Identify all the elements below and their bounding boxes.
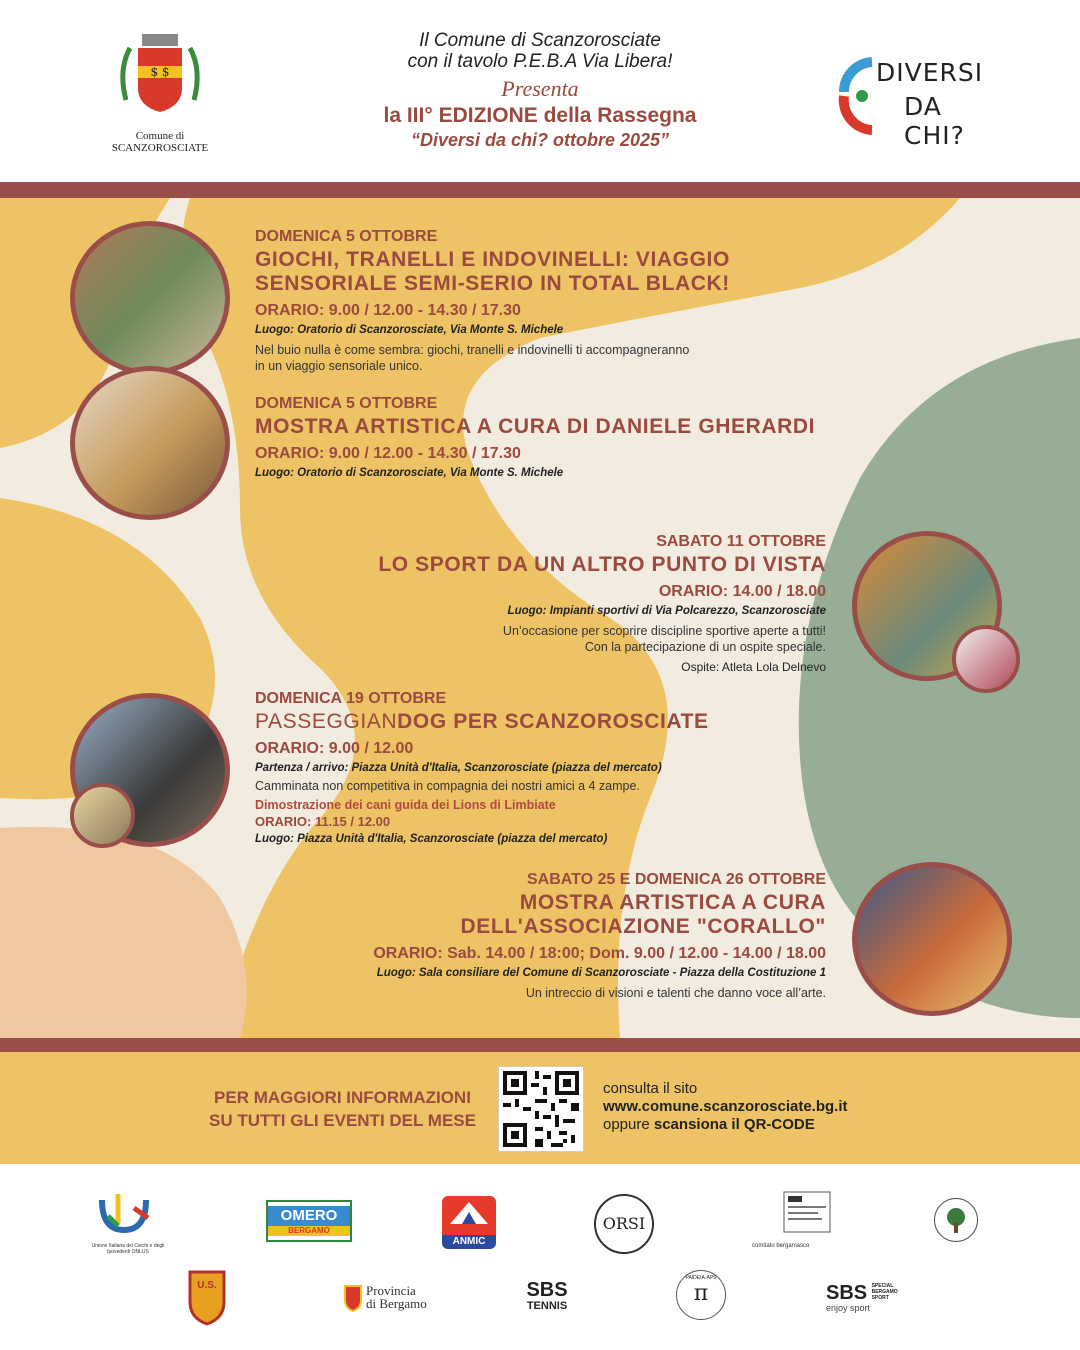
info-oppure: oppure [603,1116,654,1133]
bottom-divider [0,1038,1080,1052]
us-logo-text: U.S. [197,1280,217,1291]
event-3-desc-2: Con la partecipazione di un ospite speciale. [584,640,826,654]
event-4-place: Partenza / arrivo: Piazza Unità d'Italia, Scanzorosciate (piazza del mercato) [255,762,662,774]
event-2-time: ORARIO: 9.00 / 12.00 - 14.30 / 17.30 [255,445,521,462]
guide-dog-photo [70,783,135,848]
sbs-sport-logo [826,1282,916,1313]
sponsor-logos [0,1164,1080,1350]
event-3-title: LO SPORT DA UN ALTRO PUNTO DI VISTA [378,553,826,576]
info-consulta: consulta il sito [603,1080,698,1097]
logo-text-1: DIVERSI [876,58,984,87]
event-2-title: MOSTRA ARTISTICA A CURA DI DANIELE GHERARDI [255,415,816,438]
event-4-title-bold: DOG PER SCANZOROSCIATE [397,710,709,733]
event-4-demo: Dimostrazione dei cani guida dei Lions di Limbiate [255,798,556,812]
provincia-logo [344,1282,444,1316]
painting-tools-photo [70,366,230,520]
tree-logo [934,1198,978,1242]
event-2-place: Luogo: Oratorio di Scanzorosciate, Via Monte S. Michele [255,467,564,479]
event-5-place: Luogo: Sala consiliare del Comune di Scanzorosciate - Piazza della Costituzione 1 [376,967,826,979]
header-line-1: Il Comune di Scanzorosciate [419,30,661,51]
event-5-date: SABATO 25 E DOMENICA 26 OTTOBRE [526,871,826,888]
header-text [300,30,780,151]
sbs-tennis-logo [519,1280,575,1312]
event-3-place: Luogo: Impianti sportivi di Via Polcarezzo, Scanzorosciate [507,605,826,617]
info-scan: scansiona il QR-CODE [653,1116,815,1133]
event-4-demo-place: Luogo: Piazza Unità d'Italia, Scanzorosciate (piazza del mercato) [255,833,608,845]
event-2-date: DOMENICA 5 OTTOBRE [255,395,438,412]
header-line-2: con il tavolo P.E.B.A Via Libera! [407,51,673,72]
paideia-logo [676,1270,726,1320]
event-4-title-light: PASSEGGIAN [255,710,398,733]
art-brush-photo [852,862,1012,1016]
event-5 [250,871,826,1001]
event-1-time: ORARIO: 9.00 / 12.00 - 14.30 / 17.30 [255,302,521,319]
comitato-logo [752,1190,832,1252]
sbs-sport-logo-text: SBS [826,1282,868,1304]
logo-text-2: DA CHI? [904,92,965,150]
svg-text:$ $: $ $ [150,65,170,79]
info-title [200,1086,485,1132]
sbs-sport-logo-tagline: enjoy sport [826,1303,871,1313]
event-5-title-1: MOSTRA ARTISTICA A CURA [519,891,826,914]
event-1-desc [255,342,815,374]
header [0,0,1080,182]
comitato-logo-text: comitato bergamasco [752,1243,810,1249]
info-title-1: PER MAGGIORI INFORMAZIONI [214,1088,471,1107]
info-title-2: SU TUTTI GLI EVENTI DEL MESE [209,1111,476,1130]
event-4-desc: Camminata non competitiva in compagnia dei nostri amici a 4 zampe. [255,779,640,793]
omero-logo [266,1200,352,1242]
event-3-time: ORARIO: 14.00 / 18.00 [658,583,826,600]
pi-icon: π [693,1281,709,1306]
uici-logo [88,1190,168,1255]
sbs-tennis-logo-sub: TENNIS [526,1300,568,1312]
ski-photo [952,625,1020,693]
edition-label: la III° EDIZIONE della Rassegna [383,104,697,127]
top-divider [0,182,1080,198]
event-5-desc: Un intreccio di visioni e talenti che danno voce all’arte. [525,986,826,1000]
event-4-demo-time: ORARIO: 11.15 / 12.00 [255,814,391,829]
event-3-guest: Ospite: Atleta Lola Delnevo [681,660,826,674]
event-5-title-2: DELL'ASSOCIAZIONE "CORALLO" [460,915,826,938]
info-site-link[interactable]: www.comune.scanzorosciate.bg.it [603,1098,848,1115]
event-2 [255,395,835,479]
diversi-logo [836,52,986,150]
paideia-logo-text: PAIDEIA·APS [685,1275,717,1281]
event-3-desc [300,623,826,675]
event-4-date: DOMENICA 19 OTTOBRE [255,690,447,707]
sbs-sport-logo-sub: SPECIAL BERGAMO SPORT [871,1283,898,1301]
crest-label-line-2: SCANZOROSCIATE [111,142,209,154]
event-3 [300,533,826,675]
crest-label-line-1: Comune di [135,130,185,142]
orsi-logo-text: ORSI [602,1214,646,1233]
event-5-time: ORARIO: Sab. 14.00 / 18:00; Dom. 9.00 / 12.00 - 14.00 / 18.00 [373,945,826,962]
event-1 [255,228,815,374]
provincia-logo-text-2: di Bergamo [366,1296,427,1311]
event-4-title [255,710,815,734]
us-logo [188,1270,226,1326]
event-4 [255,690,815,845]
uici-logo-text: Unione Italiana dei Ciechi e degli Ipovedenti ONLUS [91,1243,165,1255]
event-1-date: DOMENICA 5 OTTOBRE [255,228,438,245]
event-4-time: ORARIO: 9.00 / 12.00 [255,740,414,757]
anmic-logo-text: ANMIC [442,1235,496,1249]
event-1-place: Luogo: Oratorio di Scanzorosciate, Via Monte S. Michele [255,324,564,336]
provincia-logo-text-1: Provincia [366,1283,416,1298]
blindfold-photo [70,221,230,375]
info-site [603,1080,848,1134]
info-scan-line [603,1116,848,1134]
edition-title: “Diversi da chi? ottobre 2025” [410,130,670,150]
omero-logo-text: OMERO [268,1206,350,1226]
qr-code-icon[interactable] [498,1066,584,1152]
crest-label [95,130,225,154]
event-1-desc-2: in un viaggio sensoriale unico. [255,359,423,373]
event-1-title-2: SENSORIALE SEMI-SERIO IN TOTAL BLACK! [255,272,730,295]
omero-logo-sub: BERGAMO [268,1226,350,1236]
event-3-desc-1: Un’occasione per scoprire discipline sportive aperte a tutti! [502,624,826,638]
sbs-tennis-logo-text: SBS [526,1279,568,1301]
orsi-logo [594,1194,654,1254]
anmic-logo [442,1196,496,1246]
events-panel [0,198,1080,1038]
presenta-label: Presenta [501,76,579,101]
event-1-desc-1: Nel buio nulla è come sembra: giochi, tranelli e indovinelli ti accompagneranno [255,343,690,357]
event-1-title-1: GIOCHI, TRANELLI E INDOVINELLI: VIAGGIO [255,248,730,271]
event-3-date: SABATO 11 OTTOBRE [656,533,826,550]
